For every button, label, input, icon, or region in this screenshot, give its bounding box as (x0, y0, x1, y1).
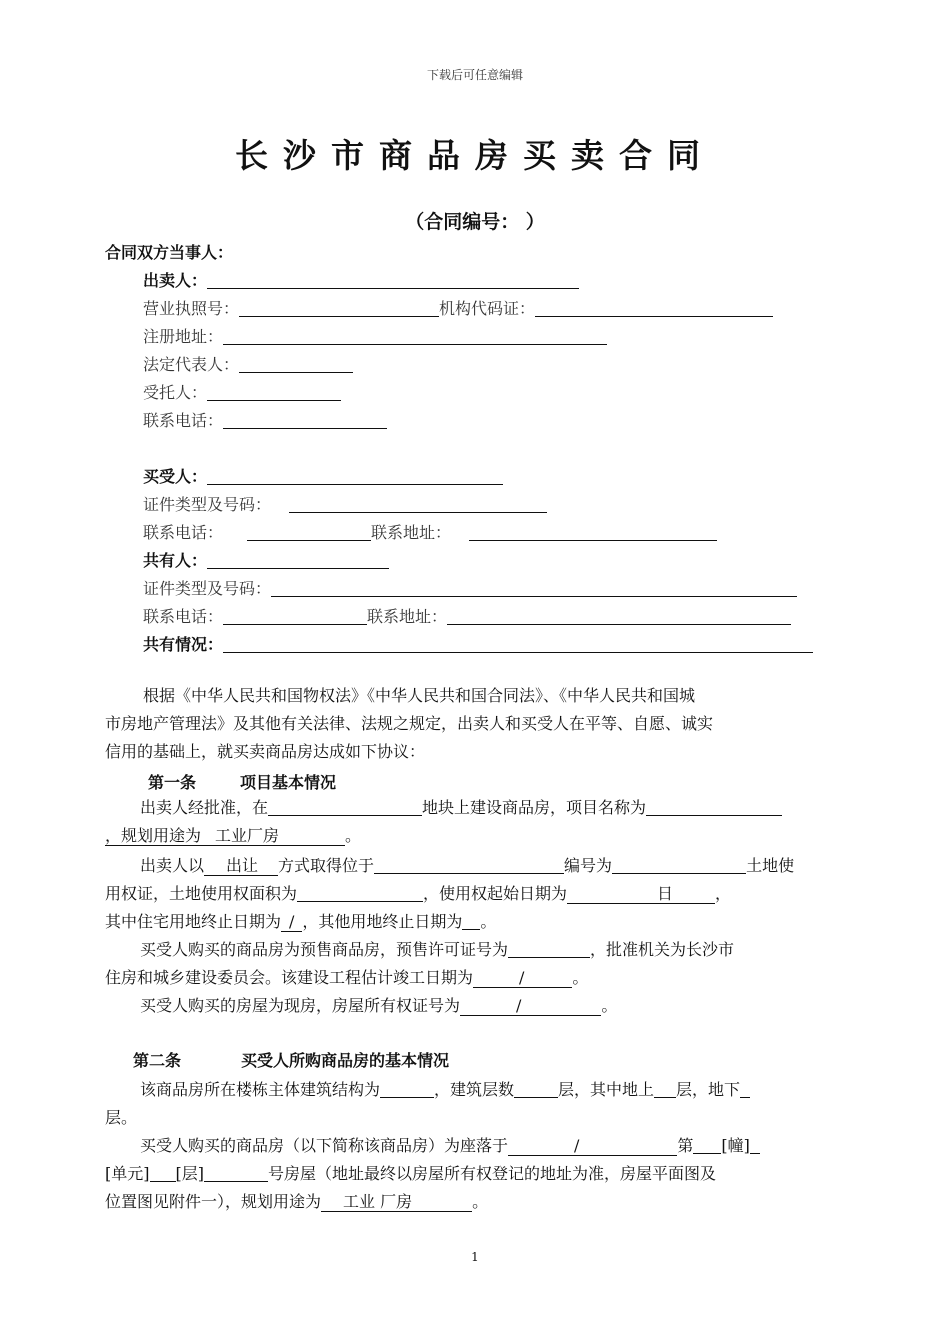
a2-p2-line2 (105, 1160, 716, 1188)
co-owner-id-label: 证件类型及号码： (143, 579, 272, 598)
a1-p2-line2 (105, 880, 731, 908)
above-ground-field[interactable] (654, 1081, 676, 1098)
seller-field[interactable] (207, 272, 579, 289)
article-2-title: 买受人所购商品房的基本情况 (241, 1051, 450, 1070)
planned-use-value[interactable]: 工业厂房 (201, 826, 345, 846)
a2-p1-line1 (140, 1076, 750, 1104)
co-owner-situation-label: 共有情况： (143, 635, 224, 654)
a2-p1-text-c: 层，其中地上 (558, 1080, 655, 1099)
a2-p2-text-c: [幢] (721, 1136, 750, 1155)
co-owner-field[interactable] (207, 552, 389, 569)
buyer-id-field[interactable] (289, 496, 547, 513)
residential-end-date-value[interactable]: / (281, 912, 302, 932)
located-at-value[interactable]: / (508, 1136, 677, 1156)
seller-phone-row (143, 408, 387, 431)
a2-p1-text-b: ，建筑层数 (434, 1080, 515, 1099)
a2-p2-text-b: 第 (677, 1136, 694, 1155)
seller-phone-label: 联系电话： (143, 411, 224, 430)
completion-date-value[interactable]: / (473, 968, 572, 988)
a1-p3-text-c: 住房和城乡建设委员会。该建设工程估计竣工日期为 (105, 968, 474, 987)
buyer-id-row (143, 492, 547, 515)
buyer-phone-field[interactable] (247, 524, 371, 541)
legal-rep-row (143, 352, 353, 375)
seller-row (143, 268, 579, 291)
buyer-address-label: 联系地址： (371, 523, 452, 542)
agent-field[interactable] (207, 384, 341, 401)
seller-label: 出卖人： (143, 271, 208, 290)
reg-address-field[interactable] (223, 328, 607, 345)
article-1-heading (148, 770, 336, 793)
unit-field-b[interactable] (150, 1165, 176, 1182)
room-no-field[interactable] (204, 1165, 268, 1182)
a2-p1-line2: 层。 (105, 1108, 138, 1127)
a1-p1-text-d: 。 (345, 826, 362, 845)
presale-permit-field[interactable] (508, 941, 590, 958)
co-owner-id-row (143, 576, 797, 599)
article-2-heading (133, 1048, 449, 1071)
a1-p1-line2 (105, 822, 361, 850)
co-owner-id-field[interactable] (271, 580, 797, 597)
project-name-field[interactable] (646, 799, 782, 816)
a2-p2-text-a: 买受人购买的商品房（以下简称该商品房）为座落于 (140, 1136, 509, 1155)
preamble-line-1: 根据《中华人民共和国物权法》《中华人民共和国合同法》、《中华人民共和国城 (143, 686, 696, 705)
preamble-line-2: 市房地产管理法》及其他有关法律、法规之规定，出卖人和买受人在平等、自愿、诚实 (105, 714, 714, 733)
a1-p3-line1 (140, 936, 734, 964)
parties-label: 合同双方当事人： (105, 243, 234, 262)
co-owner-phone-field[interactable] (223, 608, 367, 625)
license-field[interactable] (239, 300, 439, 317)
a2-p2-text-h: 。 (472, 1192, 489, 1211)
a1-p2-line3 (105, 908, 496, 936)
a1-p2-text-f: ，使用权起始日期为 (423, 884, 568, 903)
a1-p3-line2 (105, 964, 588, 992)
buyer-label: 买受人： (143, 467, 208, 486)
start-date-value[interactable]: 日 (567, 884, 715, 904)
acquisition-method-value[interactable]: 出让 (204, 856, 278, 876)
preamble-line-3: 信用的基础上，就买卖商品房达成如下协议： (105, 742, 426, 761)
other-end-date-field[interactable] (462, 913, 480, 930)
a1-p2-text-a: 出卖人以 (140, 856, 205, 875)
a1-p2-text-e: 用权证，土地使用权面积为 (105, 884, 298, 903)
land-plot-field[interactable] (268, 799, 422, 816)
a1-p4-line (140, 992, 617, 1020)
below-ground-field[interactable] (740, 1081, 750, 1098)
co-owner-situation-field[interactable] (223, 636, 813, 653)
a1-p1-text-c: ，规划用途为 (105, 826, 202, 845)
a2-p2-text-g: 位置图见附件一），规划用途为 (105, 1192, 322, 1211)
address-row (143, 324, 607, 347)
buyer-address-field[interactable] (469, 524, 717, 541)
reg-address-label: 注册地址： (143, 327, 224, 346)
a1-p2-text-g: ， (715, 884, 732, 903)
structure-field[interactable] (380, 1081, 434, 1098)
a2-p1-text-d: 层，地下 (676, 1080, 741, 1099)
contract-number: （合同编号： ） (405, 211, 545, 233)
a1-p2-line1 (140, 852, 794, 880)
co-owner-row (143, 548, 389, 571)
a1-p2-text-j: 。 (480, 912, 497, 931)
buyer-contact-row (143, 520, 717, 543)
document-title: 长沙市商品房买卖合同 (235, 136, 715, 175)
land-location-field[interactable] (374, 857, 564, 874)
legal-rep-field[interactable] (239, 356, 353, 373)
co-owner-address-field[interactable] (447, 608, 791, 625)
co-owner-contact-row (143, 604, 791, 627)
a1-p3-text-d: 。 (572, 968, 589, 987)
a1-p2-text-i: ，其他用地终止日期为 (302, 912, 463, 931)
a1-p2-text-b: 方式取得位于 (278, 856, 375, 875)
unit-field-a[interactable] (750, 1137, 760, 1154)
agent-label: 受托人： (143, 383, 208, 402)
a1-p4-text-b: 。 (601, 996, 618, 1015)
a1-p2-text-d: 土地使 (746, 856, 795, 875)
a1-p1-text-a: 出卖人经批准，在 (140, 798, 269, 817)
license-label: 营业执照号： (143, 299, 240, 318)
article-2-no: 第二条 (133, 1051, 182, 1070)
page-number: 1 (471, 1250, 479, 1264)
buyer-id-label: 证件类型及号码： (143, 495, 272, 514)
a2-p2-line1 (140, 1132, 760, 1160)
header-note: 下载后可任意编辑 (426, 68, 523, 82)
floors-field[interactable] (514, 1081, 558, 1098)
co-owner-label: 共有人： (143, 551, 208, 570)
a1-p1-line1 (140, 794, 782, 822)
planned-use-2-value[interactable]: 工业 厂房 (321, 1192, 472, 1212)
property-cert-value[interactable]: / (460, 996, 601, 1016)
article-1-title: 项目基本情况 (240, 773, 337, 792)
article-1-no: 第一条 (148, 773, 197, 792)
buyer-field[interactable] (207, 468, 503, 485)
a1-p4-text-a: 买受人购买的房屋为现房，房屋所有权证号为 (140, 996, 461, 1015)
agent-row (143, 380, 341, 403)
a2-p2-line3 (105, 1188, 488, 1216)
a2-p1-text-a: 该商品房所在楼栋主体建筑结构为 (140, 1080, 381, 1099)
a1-p2-text-h: 其中住宅用地终止日期为 (105, 912, 282, 931)
buyer-row (143, 464, 503, 487)
a1-p3-text-a: 买受人购买的商品房为预售商品房，预售许可证号为 (140, 940, 509, 959)
a1-p3-text-b: ，批准机关为长沙市 (590, 940, 735, 959)
land-area-field[interactable] (297, 885, 423, 902)
org-code-field[interactable] (535, 300, 773, 317)
a2-p2-text-f: 号房屋（地址最终以房屋所有权登记的地址为准，房屋平面图及 (268, 1164, 717, 1183)
a1-p1-text-b: 地块上建设商品房，项目名称为 (422, 798, 647, 817)
co-owner-situation-row (143, 632, 813, 655)
license-row (143, 296, 773, 319)
legal-rep-label: 法定代表人： (143, 355, 240, 374)
a1-p2-text-c: 编号为 (564, 856, 613, 875)
a2-p2-text-e: [层] (175, 1164, 204, 1183)
co-owner-address-label: 联系地址： (367, 607, 448, 626)
org-code-label: 机构代码证： (439, 299, 536, 318)
land-cert-no-field[interactable] (612, 857, 746, 874)
a2-p2-text-d: [单元] (105, 1164, 150, 1183)
buyer-phone-label: 联系电话： (143, 523, 224, 542)
co-owner-phone-label: 联系电话： (143, 607, 224, 626)
seller-phone-field[interactable] (223, 412, 387, 429)
building-no-field[interactable] (693, 1137, 721, 1154)
